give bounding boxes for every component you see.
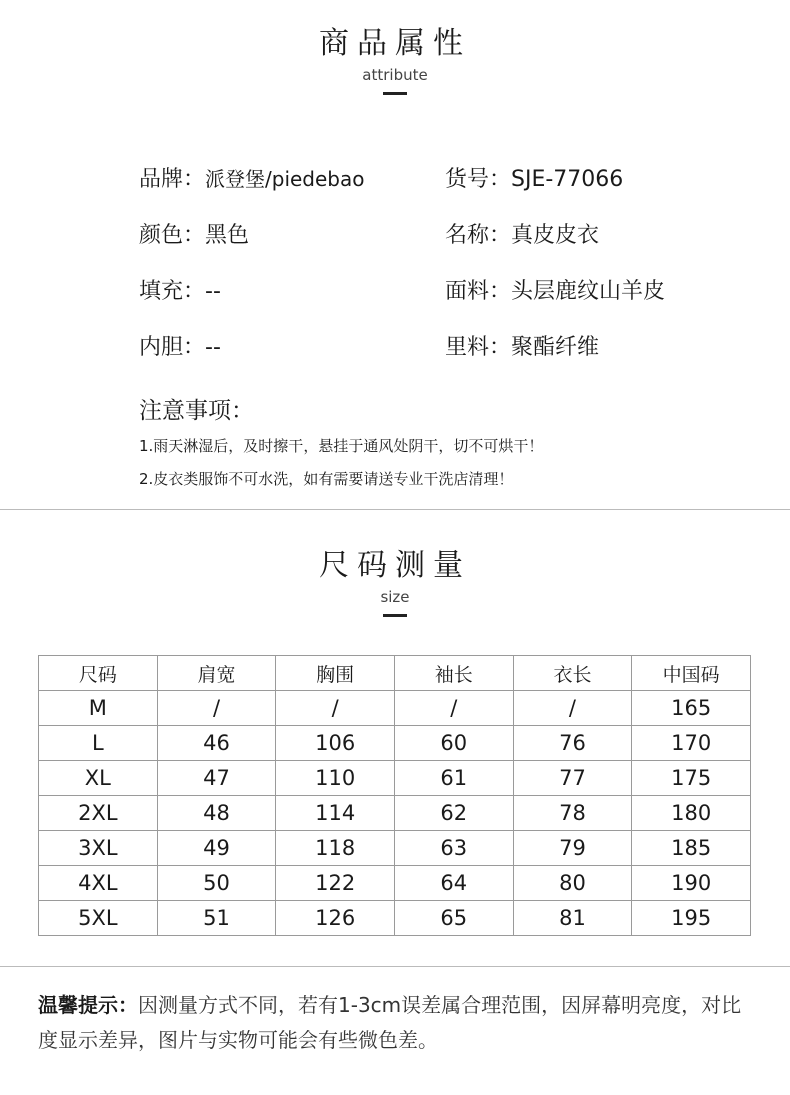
- table-cell: /: [276, 691, 395, 726]
- title-underline: [383, 614, 407, 617]
- attribute-row: [139, 218, 739, 274]
- attribute-value: 真皮皮衣: [511, 223, 600, 248]
- attribute-label: 颜色：: [139, 223, 206, 248]
- attribute-color: [139, 218, 249, 249]
- table-cell: 110: [276, 761, 395, 796]
- table-row: [39, 796, 751, 831]
- table-cell: 170: [632, 726, 751, 761]
- table-header-row: [39, 656, 751, 691]
- table-cell: /: [394, 691, 513, 726]
- table-row: [39, 691, 751, 726]
- table-cell: 62: [394, 796, 513, 831]
- table-row: [39, 726, 751, 761]
- column-header: 肩宽: [157, 656, 276, 691]
- attributes-subtitle: attribute: [362, 66, 428, 84]
- attribute-value: 头层鹿纹山羊皮: [511, 279, 666, 304]
- table-cell: /: [513, 691, 632, 726]
- table-cell: 122: [276, 866, 395, 901]
- tips-label: 温馨提示：: [38, 993, 138, 1017]
- table-cell: 48: [157, 796, 276, 831]
- table-cell: 51: [157, 901, 276, 936]
- table-row: [39, 761, 751, 796]
- table-cell: 3XL: [39, 831, 158, 866]
- section-divider: [0, 509, 790, 510]
- attribute-label: 内胆：: [139, 335, 206, 360]
- notice-line: 2.皮衣类服饰不可水洗，如有需要请送专业干洗店清理！: [139, 470, 514, 488]
- table-cell: L: [39, 726, 158, 761]
- column-header: 尺码: [39, 656, 158, 691]
- table-row: [39, 831, 751, 866]
- table-cell: 76: [513, 726, 632, 761]
- table-cell: 61: [394, 761, 513, 796]
- attribute-label: 填充：: [139, 279, 206, 304]
- attribute-row: [139, 162, 739, 218]
- attribute-row: [139, 330, 739, 386]
- attributes-title: 商品属性: [319, 26, 471, 61]
- attribute-value: --: [205, 279, 221, 304]
- care-notice: [139, 392, 543, 489]
- attribute-filling: [139, 274, 221, 305]
- table-cell: 126: [276, 901, 395, 936]
- column-header: 胸围: [276, 656, 395, 691]
- attribute-fabric: [445, 274, 665, 305]
- table-cell: 118: [276, 831, 395, 866]
- table-cell: 180: [632, 796, 751, 831]
- table-row: [39, 901, 751, 936]
- table-cell: 77: [513, 761, 632, 796]
- attribute-name: [445, 218, 599, 249]
- table-cell: 190: [632, 866, 751, 901]
- size-title: 尺码测量: [319, 548, 471, 583]
- table-cell: 106: [276, 726, 395, 761]
- table-cell: 165: [632, 691, 751, 726]
- table-cell: 47: [157, 761, 276, 796]
- table-cell: 4XL: [39, 866, 158, 901]
- attribute-label: 货号：: [445, 167, 512, 192]
- table-cell: 114: [276, 796, 395, 831]
- table-cell: 60: [394, 726, 513, 761]
- table-cell: 80: [513, 866, 632, 901]
- table-cell: M: [39, 691, 158, 726]
- attribute-item-number: [445, 162, 623, 193]
- table-cell: 50: [157, 866, 276, 901]
- table-cell: 49: [157, 831, 276, 866]
- table-cell: 78: [513, 796, 632, 831]
- table-cell: 79: [513, 831, 632, 866]
- table-cell: 46: [157, 726, 276, 761]
- notice-heading: 注意事项：: [139, 398, 254, 424]
- attribute-label: 面料：: [445, 279, 512, 304]
- table-cell: XL: [39, 761, 158, 796]
- attribute-value: 黑色: [205, 223, 250, 248]
- attribute-row: [139, 274, 739, 330]
- table-cell: 5XL: [39, 901, 158, 936]
- attribute-inner: [139, 330, 221, 361]
- table-cell: 81: [513, 901, 632, 936]
- table-cell: 64: [394, 866, 513, 901]
- column-header: 袖长: [394, 656, 513, 691]
- section-divider: [0, 966, 790, 967]
- size-table: [38, 655, 751, 936]
- attribute-label: 品牌：: [139, 167, 206, 192]
- table-cell: 175: [632, 761, 751, 796]
- title-underline: [383, 92, 407, 95]
- table-cell: 63: [394, 831, 513, 866]
- tips-note: [38, 988, 753, 1058]
- attribute-value: SJE-77066: [511, 167, 624, 192]
- table-cell: 65: [394, 901, 513, 936]
- tips-text: 因测量方式不同，若有1-3cm误差属合理范围，因屏幕明亮度，对比度显示差异，图片与实物可能会有些微色差。: [38, 993, 742, 1052]
- attribute-value: 派登堡/piedebao: [205, 167, 365, 191]
- size-subtitle: size: [380, 588, 410, 606]
- column-header: 中国码: [632, 656, 751, 691]
- attributes-header: [0, 18, 790, 95]
- attribute-lining: [445, 330, 599, 361]
- table-cell: 195: [632, 901, 751, 936]
- attributes-grid: [139, 162, 739, 386]
- attribute-value: --: [205, 335, 221, 360]
- column-header: 衣长: [513, 656, 632, 691]
- table-cell: 185: [632, 831, 751, 866]
- attribute-brand: [139, 162, 365, 193]
- attribute-label: 里料：: [445, 335, 512, 360]
- notice-line: 1.雨天淋湿后，及时擦干，悬挂于通风处阴干，切不可烘干！: [139, 437, 544, 455]
- table-cell: /: [157, 691, 276, 726]
- table-row: [39, 866, 751, 901]
- table-cell: 2XL: [39, 796, 158, 831]
- attribute-label: 名称：: [445, 223, 512, 248]
- size-header: [0, 540, 790, 617]
- attribute-value: 聚酯纤维: [511, 335, 600, 360]
